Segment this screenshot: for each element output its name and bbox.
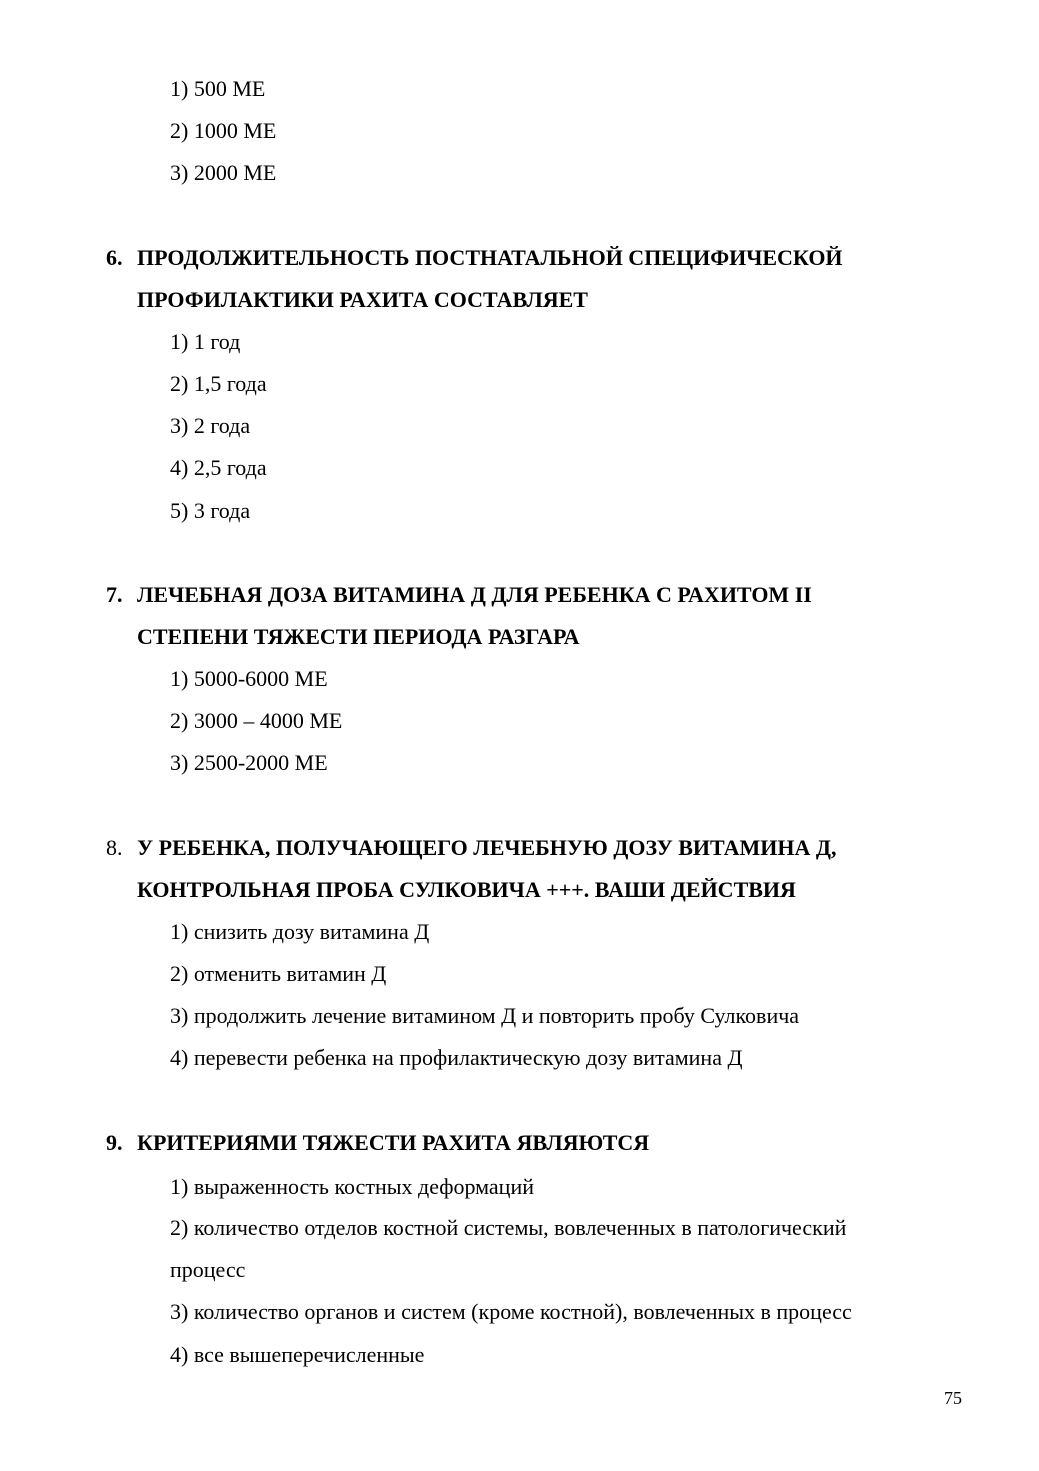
option-item: 3) количество органов и систем (кроме костной), вовлеченных в процесс	[170, 1299, 852, 1324]
option-item: 1) выраженность костных деформаций	[170, 1174, 534, 1199]
option-item: 2) количество отделов костной системы, вовлеченных в патологический	[170, 1215, 847, 1240]
option-item: 4) все вышеперечисленные	[170, 1342, 425, 1367]
option-item: 1) 5000-6000 МЕ	[170, 666, 328, 691]
option-item: 1) снизить дозу витамина Д	[170, 919, 430, 944]
option-item: 2) 1,5 года	[170, 371, 267, 396]
option-item: 2) 1000 МЕ	[170, 118, 277, 143]
question-number: 6.	[106, 245, 123, 270]
question-title: КОНТРОЛЬНАЯ ПРОБА СУЛКОВИЧА +++. ВАШИ ДЕЙСТВИЯ	[137, 877, 796, 902]
option-item: 1) 500 МЕ	[170, 76, 266, 101]
option-item: 5) 3 года	[170, 498, 251, 523]
question-title: У РЕБЕНКА, ПОЛУЧАЮЩЕГО ЛЕЧЕБНУЮ ДОЗУ ВИТАМИНА Д,	[137, 835, 837, 860]
option-item: 1) 1 год	[170, 329, 241, 354]
question-title: ПРОДОЛЖИТЕЛЬНОСТЬ ПОСТНАТАЛЬНОЙ СПЕЦИФИЧЕСКОЙ	[137, 245, 843, 270]
question-title: ПРОФИЛАКТИКИ РАХИТА СОСТАВЛЯЕТ	[137, 287, 588, 312]
option-item: 3) продолжить лечение витамином Д и повторить пробу Сулковича	[170, 1003, 800, 1028]
option-item: процесс	[170, 1257, 246, 1282]
question-number: 9.	[106, 1130, 123, 1155]
option-item: 3) 2000 МЕ	[170, 160, 277, 185]
option-item: 4) перевести ребенка на профилактическую дозу витамина Д	[170, 1045, 743, 1070]
question-number: 7.	[106, 582, 123, 607]
option-item: 3) 2 года	[170, 413, 251, 438]
question-title: ЛЕЧЕБНАЯ ДОЗА ВИТАМИНА Д ДЛЯ РЕБЕНКА С РАХИТОМ II	[137, 582, 812, 607]
option-item: 4) 2,5 года	[170, 455, 267, 480]
option-item: 3) 2500-2000 МЕ	[170, 750, 328, 775]
question-number: 8.	[106, 835, 123, 860]
option-item: 2) 3000 – 4000 МЕ	[170, 708, 343, 733]
question-title: КРИТЕРИЯМИ ТЯЖЕСТИ РАХИТА ЯВЛЯЮТСЯ	[137, 1130, 650, 1155]
option-item: 2) отменить витамин Д	[170, 961, 387, 986]
question-title: СТЕПЕНИ ТЯЖЕСТИ ПЕРИОДА РАЗГАРА	[137, 624, 580, 649]
page-number: 75	[944, 1388, 962, 1408]
